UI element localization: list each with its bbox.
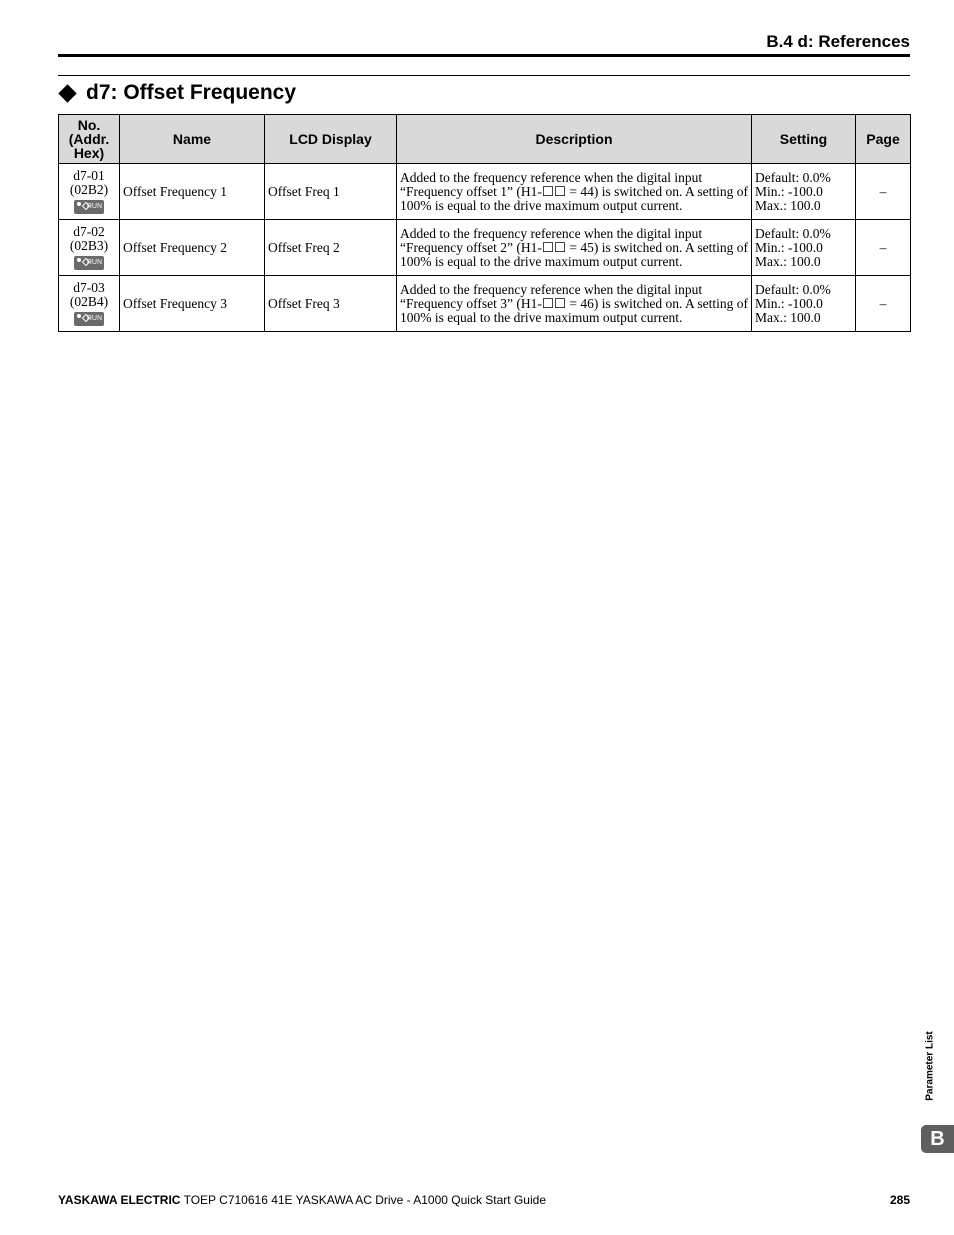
table-row xyxy=(59,220,911,276)
setting-min: Min.: -100.0 xyxy=(755,239,823,255)
col-header-setting: Setting xyxy=(752,115,856,164)
param-setting xyxy=(752,276,856,332)
param-no-cell xyxy=(59,164,120,220)
setting-default: Default: 0.0% xyxy=(755,225,831,241)
setting-max: Max.: 100.0 xyxy=(755,253,821,269)
param-number: d7-03 xyxy=(73,280,105,295)
setting-default: Default: 0.0% xyxy=(755,169,831,185)
param-page: – xyxy=(856,276,911,332)
table-header-row xyxy=(59,115,911,164)
diamond-bullet-icon xyxy=(58,84,76,102)
col-header-page: Page xyxy=(856,115,911,164)
run-badge-icon: RUN xyxy=(74,256,104,270)
param-description: Added to the frequency reference when the digital input “Frequency offset 3” (H1-☐☐ = 46) is switched on. A setting of 100% is equal to the drive maximum output current. xyxy=(397,276,752,332)
header-rule-thin xyxy=(58,75,910,76)
param-name: Offset Frequency 3 xyxy=(120,276,265,332)
param-page: – xyxy=(856,220,911,276)
setting-max: Max.: 100.0 xyxy=(755,309,821,325)
setting-max: Max.: 100.0 xyxy=(755,197,821,213)
param-number: d7-02 xyxy=(73,224,105,239)
table-row xyxy=(59,164,911,220)
param-address: (02B3) xyxy=(69,238,109,253)
page-title: d7: Offset Frequency xyxy=(86,81,297,104)
param-description: Added to the frequency reference when the digital input “Frequency offset 2” (H1-☐☐ = 45) is switched on. A setting of 100% is equal to the drive maximum output current. xyxy=(397,220,752,276)
setting-min: Min.: -100.0 xyxy=(755,295,823,311)
param-no-cell xyxy=(59,276,120,332)
footer-document xyxy=(58,1193,546,1207)
param-description: Added to the frequency reference when the digital input “Frequency offset 1” (H1-☐☐ = 44) is switched on. A setting of 100% is equal to the drive maximum output current. xyxy=(397,164,752,220)
col-header-lcd: LCD Display xyxy=(265,115,397,164)
page-number: 285 xyxy=(889,1193,910,1207)
param-setting xyxy=(752,220,856,276)
param-address: (02B4) xyxy=(69,294,109,309)
header-rule-thick xyxy=(58,54,910,57)
col-header-description: Description xyxy=(397,115,752,164)
parameter-table xyxy=(58,114,911,332)
setting-min: Min.: -100.0 xyxy=(755,183,823,199)
side-tab-letter: B xyxy=(921,1125,954,1153)
footer-doc-title: TOEP C710616 41E YASKAWA AC Drive - A1000 Quick Start Guide xyxy=(180,1193,546,1207)
param-name: Offset Frequency 1 xyxy=(120,164,265,220)
param-lcd-display: Offset Freq 2 xyxy=(265,220,397,276)
col-header-no: No. (Addr. Hex) xyxy=(59,115,120,164)
param-address: (02B2) xyxy=(69,182,109,197)
footer-brand: YASKAWA ELECTRIC xyxy=(58,1193,181,1207)
col-header-name: Name xyxy=(120,115,265,164)
page-footer xyxy=(58,1193,910,1207)
section-header: B.4 d: References xyxy=(766,32,910,51)
section-title-row xyxy=(58,80,296,106)
run-badge-icon: RUN xyxy=(74,312,104,326)
table-row xyxy=(59,276,911,332)
param-no-cell xyxy=(59,220,120,276)
side-tab-label: Parameter List xyxy=(924,1031,936,1101)
param-name: Offset Frequency 2 xyxy=(120,220,265,276)
param-lcd-display: Offset Freq 1 xyxy=(265,164,397,220)
param-page: – xyxy=(856,164,911,220)
param-number: d7-01 xyxy=(73,168,105,183)
param-setting xyxy=(752,164,856,220)
setting-default: Default: 0.0% xyxy=(755,281,831,297)
run-badge-icon: RUN xyxy=(74,200,104,214)
param-lcd-display: Offset Freq 3 xyxy=(265,276,397,332)
